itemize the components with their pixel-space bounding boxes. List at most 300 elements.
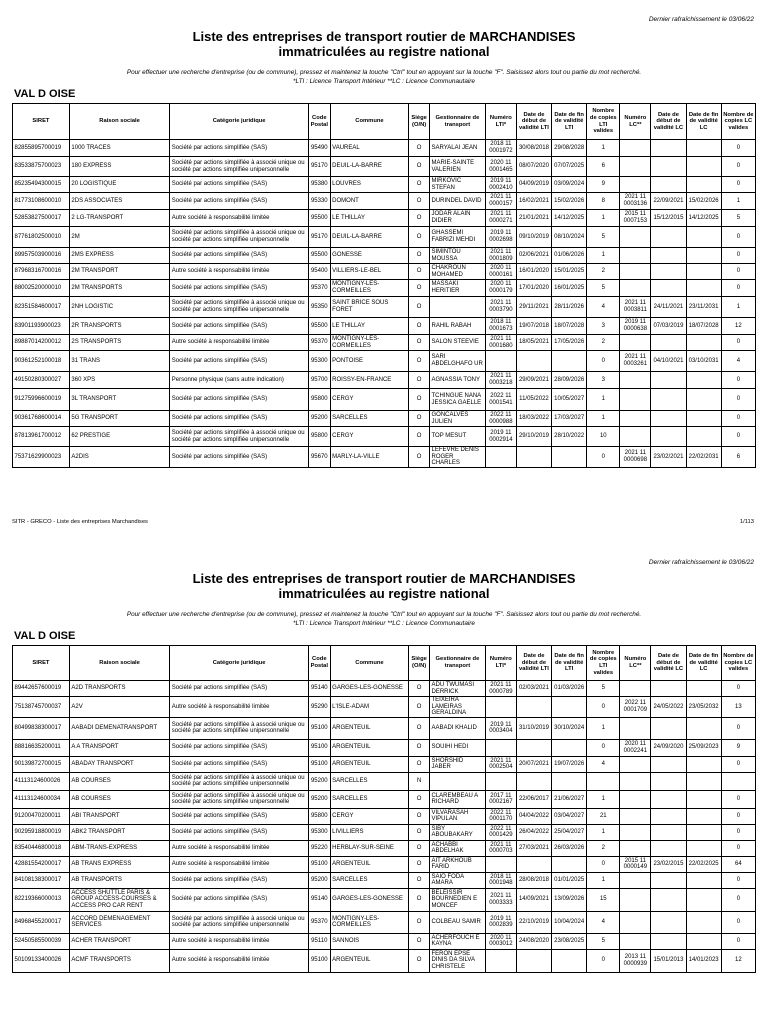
debut-lti-cell: 24/08/2020 <box>516 933 551 949</box>
raison-sociale-cell: ACCESS SHUTTLE PARIS & GROUP ACCESS-COURSES & ACCESS PRO CAR RENT <box>69 888 169 911</box>
categorie-juridique-cell: Société par actions simplifiée à associé unique ou société par actions simplifiée unipersonnelle <box>170 427 309 447</box>
numero-lc-cell: 2021 11 0003136 <box>620 193 651 210</box>
commune-cell: ARGENTEUIL <box>330 756 409 772</box>
raison-sociale-cell: A2DIS <box>69 447 169 468</box>
fin-lc-cell: 14/01/2023 <box>686 949 721 972</box>
table-row <box>13 872 756 888</box>
numero-lc-cell <box>620 681 651 697</box>
raison-sociale-cell: ABM-TRANS-EXPRESS <box>69 840 169 856</box>
copies-lc-cell: 0 <box>721 157 755 177</box>
copies-lc-cell: 0 <box>721 411 755 427</box>
code-postal-cell: 95370 <box>308 911 330 933</box>
copies-lti-cell: 21 <box>587 808 620 824</box>
commune-cell: SANNOIS <box>330 933 409 949</box>
code-postal-cell: 95500 <box>308 248 330 264</box>
code-postal-cell: 95800 <box>308 389 330 411</box>
commune-cell: SARCELLES <box>330 411 409 427</box>
code-postal-cell: 95110 <box>308 933 330 949</box>
categorie-juridique-cell: Société par actions simplifiée (SAS) <box>170 193 309 210</box>
siege-cell: O <box>409 193 430 210</box>
copies-lti-cell: 1 <box>587 140 620 157</box>
siret-cell: 83901193900023 <box>13 318 70 335</box>
code-postal-cell: 95500 <box>308 318 330 335</box>
gestionnaire-cell: SHORSHID JABER <box>429 756 485 772</box>
siret-cell: 90139872700015 <box>13 756 70 772</box>
numero-lti-cell: 2020 11 0000179 <box>485 280 516 297</box>
fin-lti-cell: 10/05/2027 <box>552 389 587 411</box>
debut-lc-cell: 04/10/2021 <box>651 351 686 372</box>
siege-cell: O <box>409 856 430 872</box>
siege-cell: O <box>409 872 430 888</box>
commune-cell: CERGY <box>330 427 409 447</box>
raison-sociale-cell: 2R TRANSPORTS <box>69 318 169 335</box>
table-row <box>13 888 756 911</box>
fin-lc-cell <box>686 790 721 808</box>
categorie-juridique-cell: Autre société à responsabilité limitée <box>170 933 309 949</box>
siret-cell: 90361768600014 <box>13 411 70 427</box>
copies-lti-cell: 1 <box>587 872 620 888</box>
commune-cell: ARGENTEUIL <box>330 856 409 872</box>
raison-sociale-cell: AB COURSES <box>69 790 169 808</box>
column-header: Siège (O/N) <box>409 104 430 140</box>
categorie-juridique-cell: Autre société à responsabilité limitée <box>170 949 309 972</box>
debut-lc-cell <box>651 911 686 933</box>
code-postal-cell: 95200 <box>308 772 330 790</box>
intro-line-2: *LTI : Licence Transport Intérieur **LC : Licence Communautaire <box>293 77 475 85</box>
numero-lti-cell: 2017 11 0002167 <box>485 790 516 808</box>
copies-lc-cell: 9 <box>721 739 755 756</box>
siret-cell: 91275996600019 <box>13 389 70 411</box>
footer-page-number: 1/113 <box>739 519 754 525</box>
copies-lc-cell: 0 <box>721 888 755 911</box>
column-header: Siège (O/N) <box>409 646 430 681</box>
column-header: Nombre de copies LC valides <box>721 104 755 140</box>
table-row <box>13 911 756 933</box>
copies-lc-cell: 13 <box>721 697 755 718</box>
column-header: Nombre de copies LTI valides <box>587 646 620 681</box>
commune-cell: MONTIGNY-LES-CORMEILLES <box>330 280 409 297</box>
fin-lc-cell: 22/02/2025 <box>686 856 721 872</box>
copies-lti-cell: 1 <box>587 717 620 739</box>
code-postal-cell: 95380 <box>308 177 330 193</box>
categorie-juridique-cell: Société par actions simplifiée à associé unique ou société par actions simplifiée unipersonnelle <box>170 772 309 790</box>
gestionnaire-cell: AIT ARKHOUB FARID <box>429 856 485 872</box>
code-postal-cell: 95200 <box>308 872 330 888</box>
table-body <box>13 681 756 973</box>
code-postal-cell: 95670 <box>308 447 330 468</box>
commune-cell: VAUREAL <box>330 140 409 157</box>
column-header: Date de fin de validité LTI <box>552 646 587 681</box>
column-header: Nombre de copies LTI valides <box>587 104 620 140</box>
table-row <box>13 808 756 824</box>
copies-lti-cell: 5 <box>587 280 620 297</box>
numero-lti-cell: 2021 11 0000271 <box>485 210 516 227</box>
siret-cell: 89442657600019 <box>13 681 70 697</box>
categorie-juridique-cell: Autre société à responsabilité limitée <box>170 210 309 227</box>
code-postal-cell: 95300 <box>308 824 330 840</box>
raison-sociale-cell: A2V <box>69 697 169 718</box>
categorie-juridique-cell: Société par actions simplifiée à associé unique ou société par actions simplifiée unipersonnelle <box>170 911 309 933</box>
categorie-juridique-cell: Société par actions simplifiée (SAS) <box>170 739 309 756</box>
fin-lc-cell: 18/07/2028 <box>686 318 721 335</box>
intro-line-1: Pour effectuer une recherche d'entreprise (ou de commune), pressez et maintenez la touche "Ctrl" tout en appuyant sur la touche "F". Saisissez alors tout ou partie du mot recherché. <box>126 69 642 76</box>
fin-lti-cell: 07/07/2025 <box>552 157 587 177</box>
raison-sociale-cell: 20 LOGISTIQUE <box>69 177 169 193</box>
copies-lc-cell: 0 <box>721 264 755 280</box>
categorie-juridique-cell: Société par actions simplifiée à associé unique ou société par actions simplifiée unipersonnelle <box>170 157 309 177</box>
column-header: Code Postal <box>308 104 330 140</box>
copies-lc-cell: 0 <box>721 911 755 933</box>
fin-lti-cell: 15/02/2026 <box>552 193 587 210</box>
copies-lti-cell: 2 <box>587 840 620 856</box>
gestionnaire-cell: FERON EPSE DINIS DA SILVA CHRISTELE <box>429 949 485 972</box>
numero-lti-cell: 2021 11 0000157 <box>485 193 516 210</box>
numero-lti-cell: 2021 11 0000703 <box>485 840 516 856</box>
siege-cell: O <box>409 177 430 193</box>
debut-lti-cell: 27/03/2021 <box>516 840 551 856</box>
copies-lti-cell: 15 <box>587 888 620 911</box>
fin-lti-cell: 28/10/2022 <box>552 427 587 447</box>
copies-lti-cell: 0 <box>587 856 620 872</box>
siege-cell: O <box>409 351 430 372</box>
raison-sociale-cell: 2MS EXPRESS <box>69 248 169 264</box>
commune-cell: VILLIERS-LE-BEL <box>330 264 409 280</box>
debut-lti-cell: 11/05/2022 <box>516 389 551 411</box>
debut-lc-cell: 23/02/2015 <box>651 856 686 872</box>
commune-cell: ARGENTEUIL <box>330 949 409 972</box>
gestionnaire-cell: SALON STEEVIE <box>429 335 485 351</box>
raison-sociale-cell: ABK2 TRANSPORT <box>69 824 169 840</box>
siege-cell: O <box>409 140 430 157</box>
categorie-juridique-cell: Autre société à responsabilité limitée <box>170 856 309 872</box>
code-postal-cell: 95800 <box>308 427 330 447</box>
gestionnaire-cell: COLBEAU SAMIR <box>429 911 485 933</box>
column-header: Catégorie juridique <box>170 646 309 681</box>
numero-lc-cell <box>620 824 651 840</box>
siret-cell: 87968316700016 <box>13 264 70 280</box>
siege-cell: O <box>409 911 430 933</box>
siret-cell: 91200470200011 <box>13 808 70 824</box>
fin-lc-cell: 14/12/2025 <box>686 210 721 227</box>
table-row <box>13 949 756 972</box>
copies-lti-cell: 4 <box>587 297 620 318</box>
raison-sociale-cell: 62 PRESTIGE <box>69 427 169 447</box>
siret-cell: 83533875700023 <box>13 157 70 177</box>
siret-cell: 82219366000013 <box>13 888 70 911</box>
raison-sociale-cell: ACMF TRANSPORTS <box>69 949 169 972</box>
column-header: Date de début de validité LTI <box>516 104 551 140</box>
siret-cell: 87813961700012 <box>13 427 70 447</box>
code-postal-cell: 95330 <box>308 193 330 210</box>
title-line-2: immatriculées au registre national <box>278 586 490 601</box>
raison-sociale-cell: AB COURSES <box>69 772 169 790</box>
refresh-date: Dernier rafraîchissement le 03/06/22 <box>648 16 754 23</box>
gestionnaire-cell: CLAREMBEAU A RICHARD <box>429 790 485 808</box>
gestionnaire-cell: ACHERFOUCH E KAYNA <box>429 933 485 949</box>
table-row <box>13 756 756 772</box>
commune-cell: ARGENTEUIL <box>330 739 409 756</box>
column-header: Date de début de validité LTI <box>516 646 551 681</box>
column-header: Commune <box>330 104 409 140</box>
gestionnaire-cell: SARI ABDELGHAFO UR <box>429 351 485 372</box>
gestionnaire-cell: SIBY ABOUBAKARY <box>429 824 485 840</box>
fin-lc-cell <box>686 808 721 824</box>
department-heading: VAL D OISE <box>14 88 76 100</box>
code-postal-cell: 95400 <box>308 264 330 280</box>
numero-lti-cell: 2018 11 0001948 <box>485 872 516 888</box>
gestionnaire-cell: DURINDEL DAVID <box>429 193 485 210</box>
copies-lc-cell: 6 <box>721 447 755 468</box>
debut-lc-cell <box>651 717 686 739</box>
siret-cell: 80499838300017 <box>13 717 70 739</box>
code-postal-cell: 95200 <box>308 790 330 808</box>
debut-lti-cell: 08/07/2020 <box>516 157 551 177</box>
siege-cell: O <box>409 372 430 389</box>
intro-line-2: *LTI : Licence Transport Intérieur **LC : Licence Communautaire <box>293 619 475 627</box>
commune-cell: MONTIGNY-LES-CORMEILLES <box>330 335 409 351</box>
categorie-juridique-cell: Société par actions simplifiée (SAS) <box>170 681 309 697</box>
raison-sociale-cell: 2S TRANSPORTS <box>69 335 169 351</box>
copies-lti-cell: 0 <box>587 739 620 756</box>
commune-cell: L'ISLE-ADAM <box>330 697 409 718</box>
commune-cell: ROISSY-EN-FRANCE <box>330 372 409 389</box>
siret-cell: 83540446800018 <box>13 840 70 856</box>
commune-cell: LOUVRES <box>330 177 409 193</box>
companies-table <box>12 645 756 973</box>
copies-lc-cell: 0 <box>721 717 755 739</box>
siret-cell: 87761802500010 <box>13 227 70 248</box>
siege-cell: O <box>409 933 430 949</box>
numero-lc-cell: 2022 11 0001709 <box>620 697 651 718</box>
numero-lti-cell: 2019 11 0002410 <box>485 177 516 193</box>
commune-cell: LIVILLIERS <box>330 824 409 840</box>
numero-lti-cell: 2021 11 0000789 <box>485 681 516 697</box>
commune-cell: GONESSE <box>330 248 409 264</box>
numero-lti-cell: 2021 11 0002504 <box>485 756 516 772</box>
title-line-2: immatriculées au registre national <box>278 44 490 59</box>
column-header: Numéro LTI* <box>485 646 516 681</box>
debut-lti-cell: 18/05/2021 <box>516 335 551 351</box>
numero-lti-cell: 2021 11 0003790 <box>485 297 516 318</box>
debut-lti-cell: 29/10/2019 <box>516 427 551 447</box>
fin-lti-cell <box>552 856 587 872</box>
copies-lc-cell: 0 <box>721 372 755 389</box>
footer-source: SITR - GRECO - Liste des entreprises Marchandises <box>12 519 148 525</box>
fin-lti-cell: 16/01/2025 <box>552 280 587 297</box>
debut-lc-cell <box>651 756 686 772</box>
debut-lti-cell: 22/10/2019 <box>516 911 551 933</box>
numero-lti-cell <box>485 739 516 756</box>
categorie-juridique-cell: Société par actions simplifiée (SAS) <box>170 756 309 772</box>
numero-lti-cell: 2020 11 0000161 <box>485 264 516 280</box>
gestionnaire-cell: AGNASSIA TONY <box>429 372 485 389</box>
table-row <box>13 739 756 756</box>
categorie-juridique-cell: Société par actions simplifiée (SAS) <box>170 318 309 335</box>
copies-lc-cell: 0 <box>721 681 755 697</box>
fin-lti-cell: 03/09/2024 <box>552 177 587 193</box>
copies-lc-cell: 0 <box>721 756 755 772</box>
categorie-juridique-cell: Société par actions simplifiée (SAS) <box>170 177 309 193</box>
column-header: Numéro LC** <box>620 104 651 140</box>
code-postal-cell: 95200 <box>308 411 330 427</box>
numero-lti-cell: 2019 11 0002914 <box>485 427 516 447</box>
commune-cell: DEUIL-LA-BARRE <box>330 157 409 177</box>
debut-lc-cell <box>651 840 686 856</box>
categorie-juridique-cell: Société par actions simplifiée (SAS) <box>170 872 309 888</box>
copies-lti-cell: 6 <box>587 157 620 177</box>
copies-lc-cell: 0 <box>721 790 755 808</box>
gestionnaire-cell: SOUIHI HEDI <box>429 739 485 756</box>
code-postal-cell: 95140 <box>308 888 330 911</box>
copies-lti-cell: 0 <box>587 949 620 972</box>
column-header: Nombre de copies LC valides <box>721 646 755 681</box>
copies-lc-cell: 1 <box>721 297 755 318</box>
numero-lti-cell <box>485 772 516 790</box>
fin-lc-cell <box>686 772 721 790</box>
numero-lti-cell <box>485 856 516 872</box>
siege-cell: O <box>409 280 430 297</box>
siret-cell: 85235494300015 <box>13 177 70 193</box>
numero-lc-cell: 2013 11 0000939 <box>620 949 651 972</box>
debut-lti-cell: 26/04/2022 <box>516 824 551 840</box>
raison-sociale-cell: 2M <box>69 227 169 248</box>
copies-lti-cell: 1 <box>587 210 620 227</box>
commune-cell: GARGES-LES-GONESSE <box>330 681 409 697</box>
fin-lti-cell: 01/06/2026 <box>552 248 587 264</box>
debut-lc-cell <box>651 790 686 808</box>
categorie-juridique-cell: Autre société à responsabilité limitée <box>170 264 309 280</box>
copies-lti-cell: 0 <box>587 697 620 718</box>
gestionnaire-cell: TOP MESUT <box>429 427 485 447</box>
numero-lc-cell: 2021 11 0003811 <box>620 297 651 318</box>
copies-lti-cell: 1 <box>587 411 620 427</box>
fin-lc-cell <box>686 840 721 856</box>
commune-cell: DEUIL-LA-BARRE <box>330 227 409 248</box>
numero-lc-cell: 2015 11 0000149 <box>620 856 651 872</box>
debut-lc-cell <box>651 808 686 824</box>
raison-sociale-cell: AB TRANS EXPRESS <box>69 856 169 872</box>
siege-cell: O <box>409 157 430 177</box>
fin-lti-cell <box>552 739 587 756</box>
siret-cell: 84968455200017 <box>13 911 70 933</box>
debut-lti-cell: 28/08/2018 <box>516 872 551 888</box>
gestionnaire-cell: MIRKOVIC STEFAN <box>429 177 485 193</box>
copies-lti-cell: 3 <box>587 318 620 335</box>
debut-lti-cell: 02/03/2021 <box>516 681 551 697</box>
department-heading: VAL D OISE <box>14 630 76 642</box>
debut-lti-cell: 16/01/2020 <box>516 264 551 280</box>
raison-sociale-cell: ABI TRANSPORT <box>69 808 169 824</box>
numero-lc-cell <box>620 756 651 772</box>
numero-lti-cell: 2021 11 0003218 <box>485 372 516 389</box>
siret-cell: 52450585500039 <box>13 933 70 949</box>
gestionnaire-cell: MARIE-SAINTE VALERIEN <box>429 157 485 177</box>
numero-lti-cell: 2018 11 0001972 <box>485 140 516 157</box>
categorie-juridique-cell: Société par actions simplifiée à associé unique ou société par actions simplifiée unipersonnelle <box>170 227 309 248</box>
debut-lti-cell: 31/10/2019 <box>516 717 551 739</box>
debut-lti-cell: 04/09/2019 <box>516 177 551 193</box>
raison-sociale-cell: ACHER TRANSPORT <box>69 933 169 949</box>
copies-lti-cell: 0 <box>587 447 620 468</box>
siret-cell: 49150280300027 <box>13 372 70 389</box>
siege-cell: O <box>409 210 430 227</box>
copies-lti-cell: 1 <box>587 389 620 411</box>
table-row <box>13 717 756 739</box>
categorie-juridique-cell: Société par actions simplifiée (SAS) <box>170 447 309 468</box>
fin-lti-cell: 14/12/2025 <box>552 210 587 227</box>
code-postal-cell: 95490 <box>308 140 330 157</box>
siret-cell: 82855895700019 <box>13 140 70 157</box>
fin-lti-cell: 17/03/2027 <box>552 411 587 427</box>
numero-lc-cell <box>620 872 651 888</box>
numero-lc-cell <box>620 933 651 949</box>
fin-lti-cell: 15/01/2025 <box>552 264 587 280</box>
debut-lti-cell: 04/04/2022 <box>516 808 551 824</box>
copies-lti-cell: 9 <box>587 177 620 193</box>
copies-lc-cell: 1 <box>721 193 755 210</box>
copies-lti-cell <box>587 772 620 790</box>
code-postal-cell: 95800 <box>308 808 330 824</box>
numero-lti-cell: 2018 11 0001673 <box>485 318 516 335</box>
debut-lc-cell: 23/02/2021 <box>651 447 686 468</box>
fin-lti-cell: 18/07/2028 <box>552 318 587 335</box>
fin-lc-cell <box>686 681 721 697</box>
copies-lc-cell: 0 <box>721 840 755 856</box>
categorie-juridique-cell: Société par actions simplifiée (SAS) <box>170 248 309 264</box>
siege-cell: O <box>409 739 430 756</box>
siret-cell: 52853827500017 <box>13 210 70 227</box>
table-row <box>13 772 756 790</box>
siret-cell: 50109133400026 <box>13 949 70 972</box>
siege-cell: O <box>409 949 430 972</box>
categorie-juridique-cell: Autre société à responsabilité limitée <box>170 697 309 718</box>
code-postal-cell: 95220 <box>308 840 330 856</box>
raison-sociale-cell: AABADI DEMENATRANSPORT <box>69 717 169 739</box>
raison-sociale-cell: AB TRANSPORTS <box>69 872 169 888</box>
table-row <box>13 824 756 840</box>
fin-lc-cell: 23/11/2031 <box>686 297 721 318</box>
raison-sociale-cell: A A TRANSPORT <box>69 739 169 756</box>
copies-lti-cell: 1 <box>587 248 620 264</box>
copies-lti-cell: 1 <box>587 790 620 808</box>
title-line-1: Liste des entreprises de transport routier de MARCHANDISES <box>192 29 576 44</box>
raison-sociale-cell: 360 XPS <box>69 372 169 389</box>
siege-cell: O <box>409 447 430 468</box>
copies-lc-cell: 64 <box>721 856 755 872</box>
gestionnaire-cell <box>429 772 485 790</box>
numero-lc-cell: 2021 11 0003261 <box>620 351 651 372</box>
commune-cell: SARCELLES <box>330 772 409 790</box>
code-postal-cell: 95100 <box>308 756 330 772</box>
siege-cell: O <box>409 681 430 697</box>
debut-lti-cell <box>516 856 551 872</box>
siret-cell: 89957503900016 <box>13 248 70 264</box>
siret-cell: 81773108600010 <box>13 193 70 210</box>
fin-lti-cell: 01/01/2025 <box>552 872 587 888</box>
copies-lti-cell: 5 <box>587 933 620 949</box>
fin-lc-cell <box>686 717 721 739</box>
numero-lti-cell: 2021 11 0001809 <box>485 248 516 264</box>
fin-lc-cell: 22/02/2031 <box>686 447 721 468</box>
numero-lti-cell <box>485 697 516 718</box>
siege-cell: O <box>409 824 430 840</box>
copies-lc-cell: 0 <box>721 227 755 248</box>
commune-cell: MONTIGNY-LES-CORMEILLES <box>330 911 409 933</box>
categorie-juridique-cell: Société par actions simplifiée à associé unique ou société par actions simplifiée unipersonnelle <box>170 297 309 318</box>
gestionnaire-cell: SIMINTOU MOUSSA <box>429 248 485 264</box>
categorie-juridique-cell: Société par actions simplifiée (SAS) <box>170 824 309 840</box>
siret-cell: 75138745700037 <box>13 697 70 718</box>
